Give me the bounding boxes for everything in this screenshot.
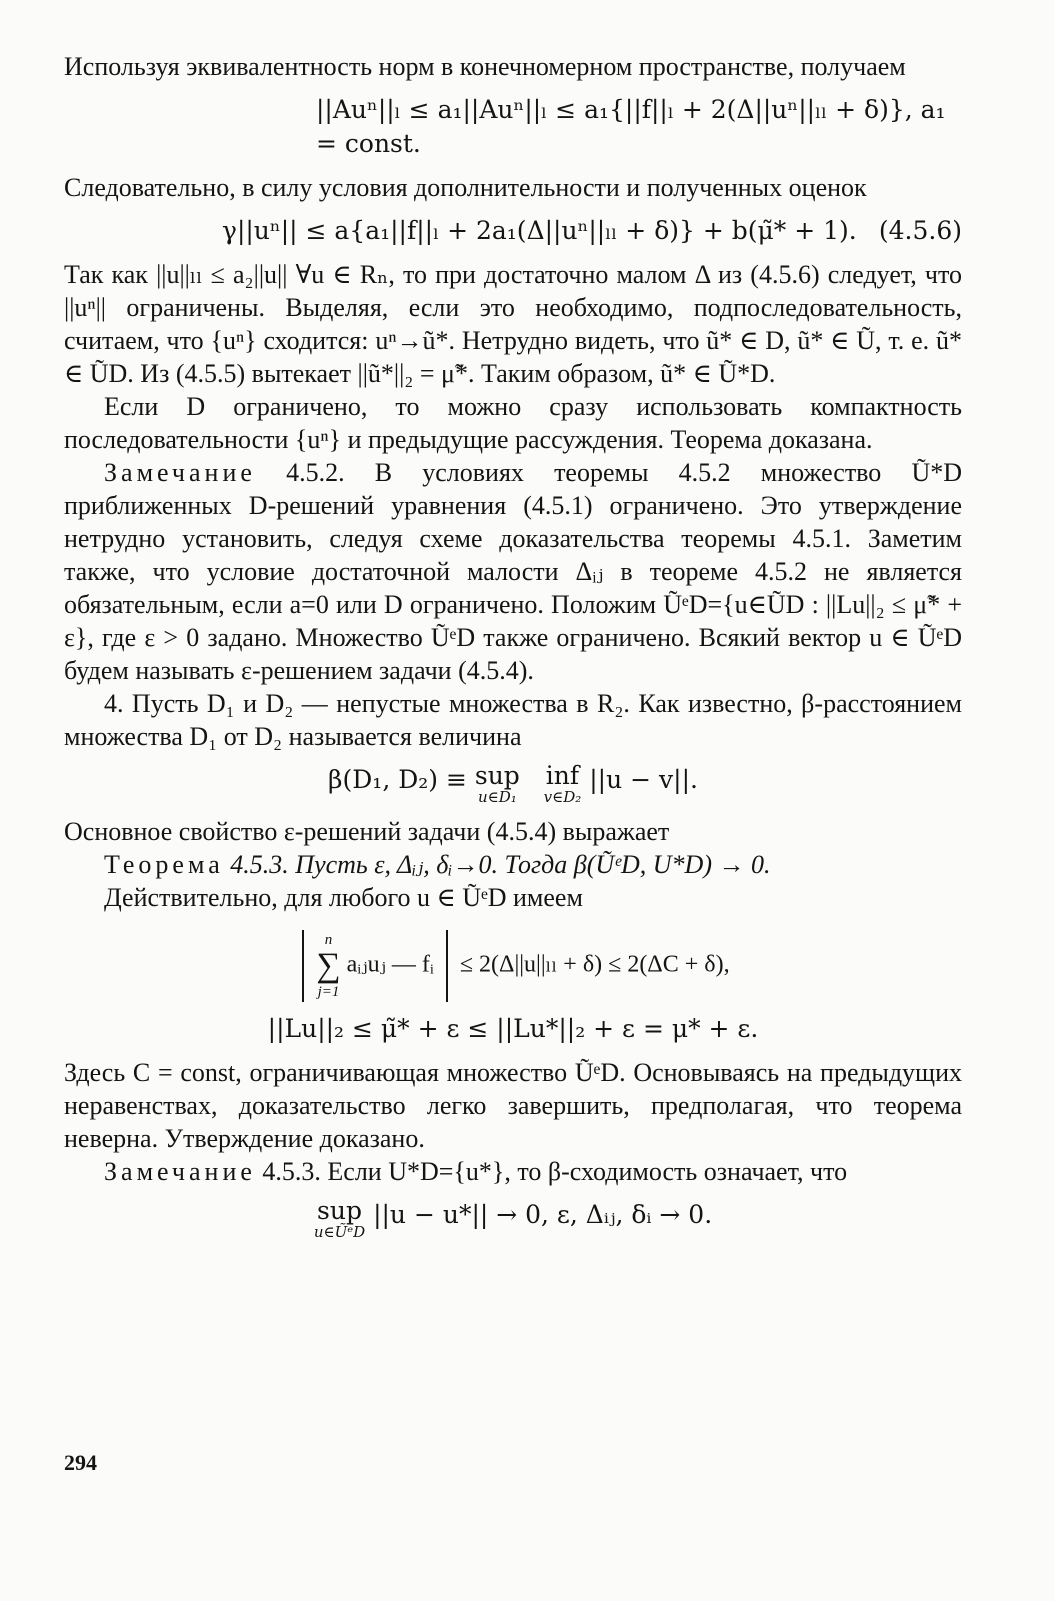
inf-operator — [544, 763, 582, 805]
sum-lower-limit: j=1 — [317, 984, 340, 1000]
formula-au-estimate: ||Auⁿ||ₗ ≤ a₁||Auⁿ||ₗ ≤ a₁{||f||ₗ + 2(Δ||uⁿ||ₗₗ + δ)}, a₁ = const. — [316, 95, 946, 158]
paragraph-here-c-const: Здесь C = const, ограничивающая множество ŨᵉD. Основываясь на предыдущих неравенствах, доказательство легко завершить, предполагая, что теорема неверна. Утверждение доказано. — [64, 1058, 962, 1153]
sum-bound: ≤ 2(Δ||u||ₗₗ + δ) ≤ 2(ΔC + δ), — [459, 951, 730, 978]
sup-operator — [475, 763, 520, 805]
sup-subscript: u∈D₁ — [477, 788, 517, 806]
paragraph-remark-4-5-3 — [64, 1155, 962, 1188]
sum-upper-limit: n — [324, 932, 333, 948]
paragraph-consequently: Следовательно, в силу условия дополнительности и полученных оценок — [64, 173, 867, 202]
formula-beta-definition — [64, 763, 962, 805]
equation-number: (4.5.6) — [878, 216, 962, 245]
remark-text: 4.5.2. В условиях теоремы 4.5.2 множество Ũ*D приближенных D-решений уравнения (4.5.1) ограничено. Это утверждение нетрудно установить, следуя схеме доказательства теоремы 4.5.1. Заметим также, что условие достаточной малости Δᵢⱼ в теореме 4.5.2 не является обязательным, если a=0 или D ограничено. Положим ŨᵉD={u∈ŨD : ||Lu||₂ ≤ μ̃* + ε}, где ε > 0 задано. Множество ŨᵉD также ограничено. Всякий вектор u ∈ ŨᵉD будем называть ε-решением задачи (4.5.4). — [64, 458, 962, 685]
beta-rhs: ||u − v||. — [589, 765, 698, 794]
sum-body: aᵢⱼuⱼ — fᵢ — [346, 951, 434, 978]
inf-label: inf — [545, 761, 580, 790]
convergence-rhs: ||u − u*|| → 0, ε, Δᵢⱼ, δᵢ → 0. — [373, 1200, 713, 1229]
formula-lu-estimate: ||Lu||₂ ≤ μ̃* + ε ≤ ||Lu*||₂ + ε = μ* + ε. — [267, 1014, 759, 1043]
remark-text-2: 4.5.3. Если U*D={u*}, то β-сходимость означает, что — [255, 1157, 848, 1186]
sum-operator — [316, 931, 340, 1001]
remark-label-2: Замечание — [104, 1157, 256, 1186]
paragraph-compactness: Если D ограничено, то можно сразу использовать компактность последовательности {uⁿ} и предыдущие рассуждения. Теорема доказана. — [64, 392, 962, 454]
theorem-label: Теорема — [104, 850, 224, 879]
remark-label: Замечание — [104, 458, 256, 487]
formula-sup-convergence — [64, 1198, 962, 1240]
beta-lhs: β(D₁, D₂) ≡ — [328, 765, 475, 794]
page-number: 294 — [64, 1450, 97, 1475]
sup-operator-2 — [314, 1198, 365, 1240]
abs-bar-left — [302, 930, 304, 1002]
formula-4-5-6-body: γ||uⁿ|| ≤ a{a₁||f||ₗ + 2a₁(Δ||uⁿ||ₗₗ + δ)} + b(μ̃* + 1). — [222, 216, 857, 245]
paragraph-main-property: Основное свойство ε-решений задачи (4.5.4) выражает — [64, 817, 670, 846]
inf-subscript: v∈D₂ — [543, 788, 582, 806]
paragraph-norm-equivalence: Используя эквивалентность норм в конечномерном пространстве, получаем — [64, 52, 906, 81]
sup-subscript-2: u∈ŨᵉD — [313, 1223, 366, 1241]
sigma-symbol: ∑ — [316, 947, 341, 984]
formula-4-5-6 — [64, 214, 962, 248]
paragraph-bounded-sequence: Так как ||u||ₗₗ ≤ a₂||u|| ∀u ∈ Rₙ, то при достаточно малом Δ из (4.5.6) следует, что ||uⁿ|| ограничены. Выделяя, если это необходимо, подпоследовательность, считаем, что {uⁿ} сходится: uⁿ→ũ*. Нетрудно видеть, что ũ* ∈ D, ũ* ∈ Ũ, т. е. ũ* ∈ ŨD. Из (4.5.5) вытекает ||ũ*||₂ = μ̃*. Таким образом, ũ* ∈ Ũ*D. — [64, 260, 962, 388]
formula-sum-estimate — [64, 930, 962, 1002]
paragraph-beta-distance: 4. Пусть D₁ и D₂ — непустые множества в R₂. Как известно, β-расстоянием множества D₁ от D₂ называется величина — [64, 689, 962, 751]
paragraph-indeed: Действительно, для любого u ∈ ŨᵉD имеем — [104, 883, 583, 912]
paragraph-theorem-4-5-3 — [64, 848, 962, 881]
abs-bar-right — [446, 930, 448, 1002]
paragraph-remark-4-5-2 — [64, 456, 962, 687]
theorem-text: 4.5.3. Пусть ε, Δᵢⱼ, δᵢ→0. Тогда β(ŨᵉD, U*D) → 0. — [223, 850, 771, 879]
sup-label-2: sup — [317, 1196, 362, 1225]
sup-label: sup — [474, 761, 520, 790]
